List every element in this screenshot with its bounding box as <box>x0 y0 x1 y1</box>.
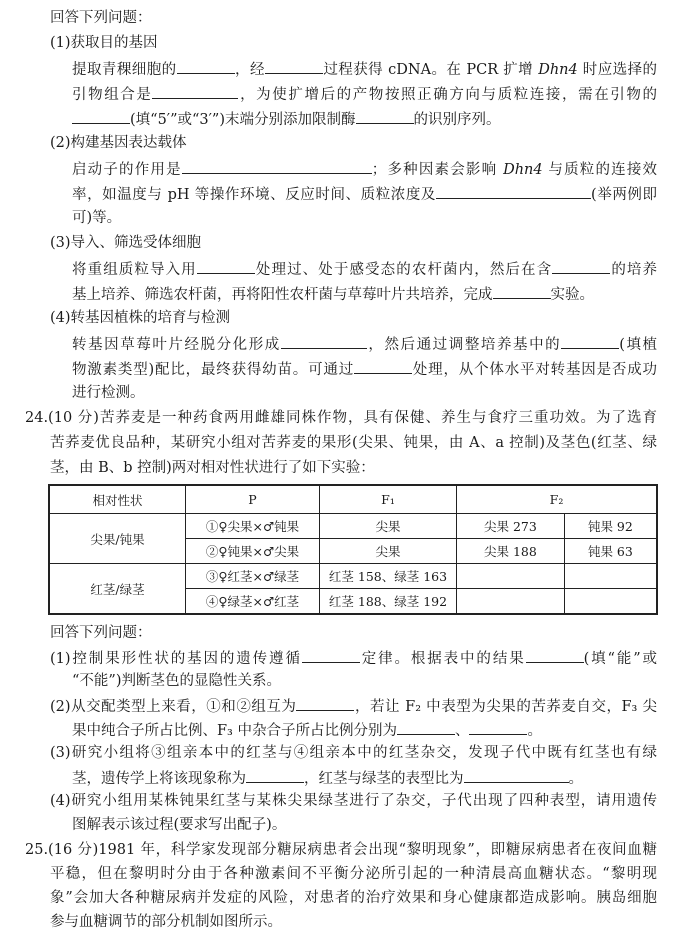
answer-blank <box>552 258 610 274</box>
q23-part2-line1 <box>72 158 657 178</box>
text: ，为使扩增后的产物按照正确方向与质粒连接，需在引物的 <box>238 87 657 103</box>
q23-part3-line2 <box>72 283 657 303</box>
q24-stem-line2: 苦荞麦优良品种，某研究小组对苦荞麦的果形(尖果、钝果，由 A、a 控制)及茎色(红茎、绿 <box>50 435 657 451</box>
cell-f1: 红茎 188、绿茎 192 <box>320 589 457 615</box>
cell-f2a <box>457 564 565 589</box>
results-table <box>48 484 658 615</box>
answer-blank <box>302 647 360 663</box>
text: 处理过、处于感受态的农杆菌内，然后在含 <box>254 262 553 278</box>
answer-blank <box>265 58 323 74</box>
text: 物激素类型)配比，最终获得幼苗。可通过 <box>72 362 355 378</box>
text: 时应选择的 <box>582 62 658 78</box>
answer-blank <box>281 333 367 349</box>
table-header-cell: F₂ <box>457 485 658 514</box>
q23-part2-line2 <box>72 183 657 203</box>
text: 。 <box>568 771 583 787</box>
cell-p: ④♀绿茎×♂红茎 <box>186 589 320 615</box>
text: ，然后通过调整培养基中的 <box>366 337 562 353</box>
q24-sub2-line1 <box>50 695 657 715</box>
q24-sub3-line1: (3)研究小组将③组亲本中的红茎与④组亲本中的红茎杂交，发现子代中既有红茎也有绿 <box>50 745 657 761</box>
answer-blank <box>464 767 569 783</box>
text: 将重组质粒导入用 <box>72 262 197 278</box>
text: 。 <box>527 723 542 739</box>
text: (2)从交配类型上来看，①和②组互为 <box>50 699 297 715</box>
answer-blank <box>561 333 619 349</box>
text: 提取青稞细胞的 <box>72 62 177 78</box>
text: 的培养 <box>610 262 658 278</box>
answer-blank <box>354 358 412 374</box>
answer-blank <box>177 58 235 74</box>
q23-part1-title: (1)获取目的基因 <box>50 35 158 51</box>
q23-part4-title: (4)转基因植株的培育与检测 <box>50 310 231 326</box>
q24-sub1-line1 <box>50 647 657 667</box>
trait-cell: 红茎/绿茎 <box>49 564 186 615</box>
table-header-cell: F₁ <box>320 485 457 514</box>
text: (1)控制果形性状的基因的遗传遵循 <box>50 651 302 667</box>
text: 启动子的作用是 <box>72 162 182 178</box>
cell-f2b <box>564 564 657 589</box>
answer-blank <box>197 258 255 274</box>
answer-blank <box>469 719 527 735</box>
answer-blank <box>152 83 238 99</box>
text: 引物组合是 <box>72 87 153 103</box>
answer-blank <box>182 158 372 174</box>
cell-f1: 尖果 <box>320 539 457 564</box>
q25-line1: 25.(16 分)1981 年，科学家发现部分糖尿病患者会出现“黎明现象”，即糖尿病患者在夜间血糖 <box>25 842 657 858</box>
table-header-cell: P <box>186 485 320 514</box>
answer-blank <box>493 283 551 299</box>
text: 处理，从个体水平对转基因是否成功 <box>412 362 658 378</box>
answer-blank <box>397 719 455 735</box>
text: ，红茎与绿茎的表型比为 <box>304 771 464 787</box>
cell-f2a: 尖果 188 <box>457 539 565 564</box>
text: ，若让 F₂ 中表型为尖果的苦荞麦自交，F₃ 尖 <box>354 699 657 715</box>
table-header-cell: 相对性状 <box>49 485 186 514</box>
text: 率，如温度与 pH 等操作环境、反应时间、质粒浓度及 <box>72 187 437 203</box>
text: (填“能”或 <box>583 651 658 667</box>
answer-blank <box>296 695 354 711</box>
cell-f2b: 钝果 63 <box>564 539 657 564</box>
q24-intro: 回答下列问题： <box>50 625 152 641</box>
table-row <box>49 564 657 589</box>
text: (填植 <box>619 337 658 353</box>
q23-part2-line3: 可)等。 <box>72 210 122 226</box>
q25-line2: 平稳，但在黎明时分由于各种激素间不平衡分泌所引起的一种清晨高血糖状态。“黎明现 <box>50 866 657 882</box>
q23-part3-line1 <box>72 258 657 278</box>
cell-f1: 尖果 <box>320 514 457 539</box>
table-header-row <box>49 485 657 514</box>
answer-blank <box>526 647 584 663</box>
q23-part1-line3 <box>72 108 657 128</box>
text: 茎，遗传学上将该现象称为 <box>72 771 246 787</box>
text: 基上培养、筛选农杆菌，再将阳性农杆菌与草莓叶片共培养，完成 <box>72 287 493 303</box>
text: ；多种因素会影响 <box>371 162 498 178</box>
answer-blank <box>246 767 304 783</box>
text: 实验。 <box>550 287 594 303</box>
cell-f2a: 尖果 273 <box>457 514 565 539</box>
text: ，经 <box>234 62 265 78</box>
q24-sub1-line2: “不能”)判断茎色的显隐性关系。 <box>72 673 281 689</box>
text: (举两例即 <box>591 187 657 203</box>
table-row <box>49 514 657 539</box>
text: 的识别序列。 <box>413 112 501 128</box>
q24-stem-line3: 茎，由 B、b 控制)两对相对性状进行了如下实验： <box>50 460 375 476</box>
gene-name: Dhn4 <box>503 162 543 178</box>
text: 与质粒的连接效 <box>548 162 658 178</box>
q23-part4-line1 <box>72 333 657 353</box>
q23-part1-line1 <box>72 58 657 78</box>
q23-part1-line2 <box>72 83 657 103</box>
answer-blank <box>356 108 414 124</box>
cell-f1: 红茎 158、绿茎 163 <box>320 564 457 589</box>
q23-part2-title: (2)构建基因表达载体 <box>50 135 187 151</box>
q23-part3-title: (3)导入、筛选受体细胞 <box>50 235 202 251</box>
cell-f2a <box>457 589 565 615</box>
q25-line3: 象”会加大各种糖尿病并发症的风险，对患者的治疗效果和身心健康都造成影响。胰岛细胞 <box>50 890 657 906</box>
q24-sub3-line2 <box>72 767 657 787</box>
text: 转基因草莓叶片经脱分化形成 <box>72 337 281 353</box>
text: 定律。根据表中的结果 <box>359 651 526 667</box>
cell-p: ②♀钝果×♂尖果 <box>186 539 320 564</box>
cell-f2b: 钝果 92 <box>564 514 657 539</box>
q24-sub4-line2: 图解表示该过程(要求写出配子)。 <box>72 817 287 833</box>
text: (填“5′”或“3′”)末端分别添加限制酶 <box>130 112 356 128</box>
q23-intro: 回答下列问题： <box>50 10 152 26</box>
q24-stem-line1: 24.(10 分)苦荞麦是一种药食两用雌雄同株作物，具有保健、养生与食疗三重功效。为了选育 <box>25 410 657 426</box>
q25-line4: 参与血糖调节的部分机制如图所示。 <box>50 914 282 930</box>
answer-blank <box>72 108 130 124</box>
q24-sub4-line1: (4)研究小组用某株钝果红茎与某株尖果绿茎进行了杂交，子代出现了四种表型，请用遗传 <box>50 793 657 809</box>
answer-blank <box>436 183 591 199</box>
cell-p: ①♀尖果×♂钝果 <box>186 514 320 539</box>
cell-p: ③♀红茎×♂绿茎 <box>186 564 320 589</box>
q23-part4-line2 <box>72 358 657 378</box>
q23-part4-line3: 进行检测。 <box>72 385 145 401</box>
text: 果中纯合子所占比例、F₃ 中杂合子所占比例分别为 <box>72 723 397 739</box>
text: 过程获得 cDNA。在 PCR 扩增 <box>322 62 534 78</box>
cell-f2b <box>564 589 657 615</box>
trait-cell: 尖果/钝果 <box>49 514 186 564</box>
gene-name: Dhn4 <box>538 62 578 78</box>
text: 、 <box>454 723 470 739</box>
q24-sub2-line2 <box>72 719 657 739</box>
